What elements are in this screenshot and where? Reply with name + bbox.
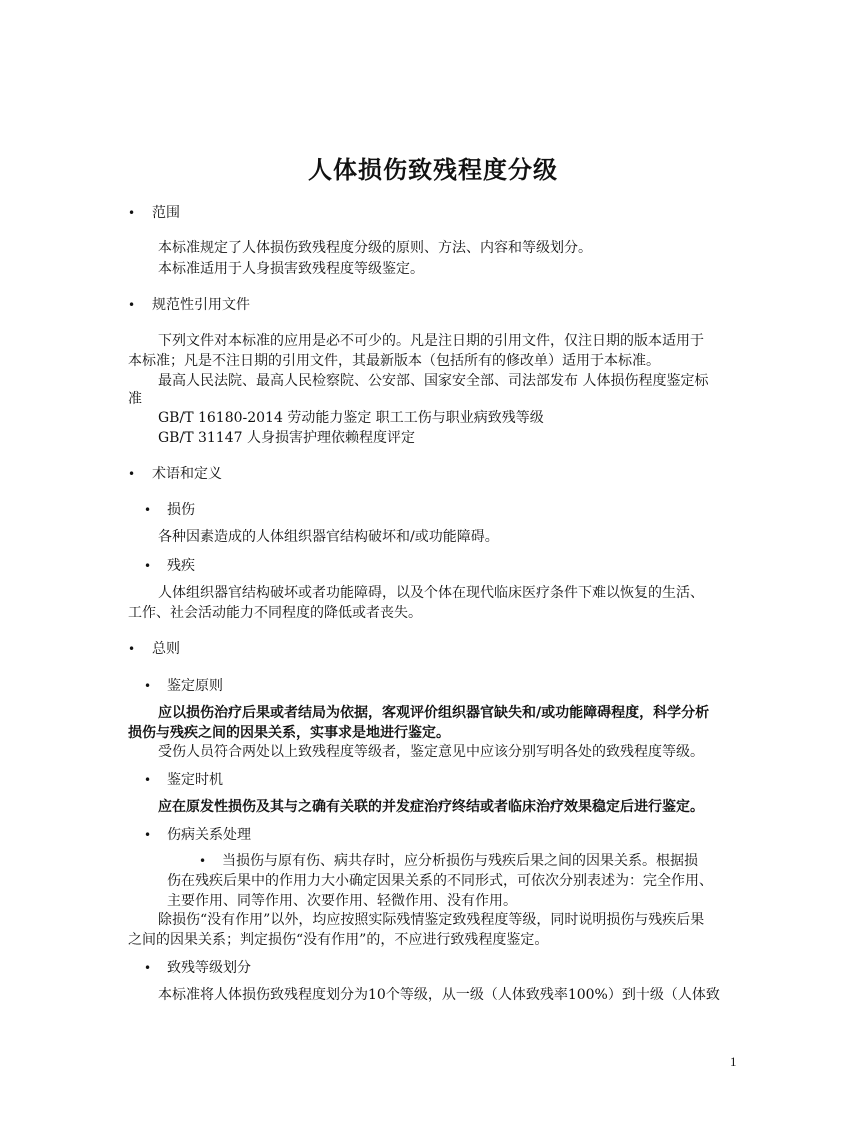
section-heading-references: 规范性引用文件 — [152, 297, 250, 313]
bullet-icon: • — [144, 828, 152, 842]
paragraph-line: GB/T 31147 人身损害护理依赖程度评定 — [158, 430, 415, 446]
bullet-icon: • — [128, 642, 136, 656]
bullet-icon: • — [144, 773, 152, 787]
page-number: 1 — [730, 1054, 737, 1069]
paragraph-line-bold: 损伤与残疾之间的因果关系，实事求是地进行鉴定。 — [128, 725, 450, 741]
bullet-icon: • — [144, 559, 152, 573]
paragraph-line: 当损伤与原有伤、病共存时，应分析损伤与残疾后果之间的因果关系。根据损 — [222, 853, 698, 869]
paragraph-line-bold: 应在原发性损伤及其与之确有关联的并发症治疗终结或者临床治疗效果稳定后进行鉴定。 — [158, 799, 704, 815]
paragraph-line: 受伤人员符合两处以上致残程度等级者，鉴定意见中应该分别写明各处的致残程度等级。 — [158, 744, 704, 760]
subheading-grading: 致残等级划分 — [167, 960, 251, 976]
paragraph-line: 主要作用、同等作用、次要作用、轻微作用、没有作用。 — [167, 893, 517, 909]
bullet-icon: • — [199, 854, 207, 868]
bullet-icon: • — [144, 503, 152, 517]
section-heading-general: 总则 — [152, 641, 180, 657]
subheading-disability: 残疾 — [167, 558, 195, 574]
paragraph-line: 最高人民法院、最高人民检察院、公安部、国家安全部、司法部发布 人体损伤程度鉴定标 — [158, 373, 709, 389]
paragraph-line-bold: 应以损伤治疗后果或者结局为依据，客观评价组织器官缺失和/或功能障碍程度，科学分析 — [158, 705, 710, 721]
paragraph-line: 本标准适用于人身损害致残程度等级鉴定。 — [158, 261, 424, 277]
paragraph-line: 各种因素造成的人体组织器官结构破坏和/或功能障碍。 — [158, 529, 499, 545]
subheading-causation: 伤病关系处理 — [167, 827, 251, 843]
section-heading-scope: 范围 — [152, 205, 180, 221]
paragraph-line: 本标准规定了人体损伤致残程度分级的原则、方法、内容和等级划分。 — [158, 240, 592, 256]
paragraph-line: 准 — [128, 391, 142, 407]
bullet-icon: • — [128, 467, 136, 481]
paragraph-line: 除损伤“没有作用”以外，均应按照实际残情鉴定致残程度等级，同时说明损伤与残疾后果 — [158, 912, 705, 928]
paragraph-line: 本标准；凡是不注日期的引用文件，其最新版本（包括所有的修改单）适用于本标准。 — [128, 353, 660, 369]
paragraph-line: 人体组织器官结构破坏或者功能障碍，以及个体在现代临床医疗条件下难以恢复的生活、 — [158, 585, 704, 601]
subheading-injury: 损伤 — [167, 502, 195, 518]
paragraph-line: 下列文件对本标准的应用是必不可少的。凡是注日期的引用文件，仅注日期的版本适用于 — [158, 333, 704, 349]
paragraph-line: 伤在残疾后果中的作用力大小确定因果关系的不同形式，可依次分别表述为：完全作用、 — [167, 873, 713, 889]
paragraph-line: GB/T 16180-2014 劳动能力鉴定 职工工伤与职业病致残等级 — [158, 410, 544, 426]
bullet-icon: • — [144, 679, 152, 693]
paragraph-line: 之间的因果关系；判定损伤“没有作用”的，不应进行致残程度鉴定。 — [128, 932, 549, 948]
subheading-principles: 鉴定原则 — [167, 678, 223, 694]
bullet-icon: • — [128, 206, 136, 220]
bullet-icon: • — [144, 961, 152, 975]
paragraph-line: 本标准将人体损伤致残程度划分为10个等级，从一级（人体致残率100%）到十级（人体致 — [158, 987, 720, 1003]
section-heading-terms: 术语和定义 — [152, 466, 222, 482]
subheading-timing: 鉴定时机 — [167, 772, 223, 788]
document-title: 人体损伤致残程度分级 — [308, 155, 558, 184]
paragraph-line: 工作、社会活动能力不同程度的降低或者丧失。 — [128, 605, 422, 621]
bullet-icon: • — [128, 298, 136, 312]
